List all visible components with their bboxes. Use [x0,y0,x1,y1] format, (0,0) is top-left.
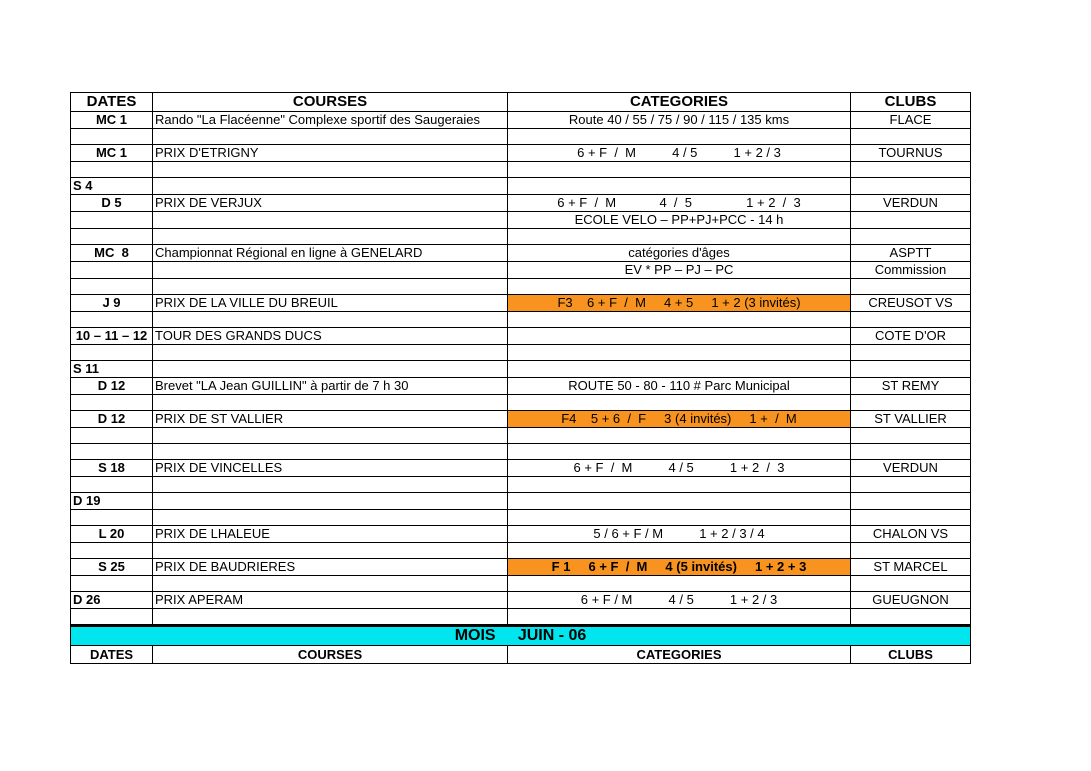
row-category: 6 + F / M 4 / 5 1 + 2 / 3 [508,592,851,609]
row-course [153,543,508,559]
row-course: PRIX DE ST VALLIER [153,411,508,428]
row-category [508,576,851,592]
row-course: PRIX DE VERJUX [153,195,508,212]
row-date: MC 1 [71,145,153,162]
row-club [851,229,971,245]
footer-courses: COURSES [153,646,508,664]
row-category [508,345,851,361]
row-category [508,178,851,195]
row-club [851,178,971,195]
row-course: PRIX DE VINCELLES [153,460,508,477]
row-category [508,395,851,411]
table-row [71,112,971,129]
row-date [71,345,153,361]
row-course: PRIX APERAM [153,592,508,609]
row-category [508,510,851,526]
row-date [71,576,153,592]
table-row [71,510,971,526]
row-club: VERDUN [851,460,971,477]
table-row [71,345,971,361]
row-category [508,162,851,178]
row-date [71,162,153,178]
row-club [851,279,971,295]
table-row [71,609,971,626]
row-category: F 1 6 + F / M 4 (5 invités) 1 + 2 + 3 [508,559,851,576]
row-club: Commission [851,262,971,279]
row-club [851,129,971,145]
row-club [851,609,971,626]
row-course: PRIX DE BAUDRIERES [153,559,508,576]
row-club [851,312,971,328]
row-club: TOURNUS [851,145,971,162]
row-date [71,510,153,526]
table-row [71,129,971,145]
row-category [508,493,851,510]
row-date: MC 1 [71,112,153,129]
row-club [851,361,971,378]
table-row [71,543,971,559]
header-courses: COURSES [153,93,508,112]
table-row [71,162,971,178]
row-course: TOUR DES GRANDS DUCS [153,328,508,345]
row-category [508,312,851,328]
table-row [71,493,971,510]
row-course [153,428,508,444]
row-course: PRIX DE LA VILLE DU BREUIL [153,295,508,312]
row-category [508,543,851,559]
row-category [508,444,851,460]
row-date: D 5 [71,195,153,212]
table-row [71,559,971,576]
table-row [71,592,971,609]
row-club: GUEUGNON [851,592,971,609]
row-course [153,129,508,145]
row-date: S 25 [71,559,153,576]
row-course [153,212,508,229]
footer-clubs: CLUBS [851,646,971,664]
row-date [71,129,153,145]
row-club [851,543,971,559]
header-clubs: CLUBS [851,93,971,112]
table-row [71,312,971,328]
row-date: S 18 [71,460,153,477]
row-club [851,345,971,361]
header-categories: CATEGORIES [508,93,851,112]
row-category: ROUTE 50 - 80 - 110 # Parc Municipal [508,378,851,395]
row-date: D 12 [71,378,153,395]
row-club: COTE D'OR [851,328,971,345]
table-row [71,576,971,592]
race-rows [71,112,971,626]
table-row [71,460,971,477]
row-category: 6 + F / M 4 / 5 1 + 2 / 3 [508,460,851,477]
row-category [508,229,851,245]
table-row [71,477,971,493]
row-date: 10 – 11 – 12 [71,328,153,345]
row-course [153,178,508,195]
row-date: S 4 [71,178,153,195]
row-course [153,510,508,526]
row-club: ASPTT [851,245,971,262]
row-club: CREUSOT VS [851,295,971,312]
row-date: D 12 [71,411,153,428]
row-club [851,444,971,460]
row-club [851,212,971,229]
row-course [153,477,508,493]
row-date [71,428,153,444]
row-date [71,312,153,328]
row-date: D 26 [71,592,153,609]
row-category [508,279,851,295]
row-club [851,162,971,178]
row-date [71,444,153,460]
row-club: ST MARCEL [851,559,971,576]
row-category [508,129,851,145]
row-course [153,262,508,279]
table-row [71,262,971,279]
row-club: ST VALLIER [851,411,971,428]
row-club: FLACE [851,112,971,129]
header-row [71,93,971,112]
row-category: ECOLE VELO – PP+PJ+PCC - 14 h [508,212,851,229]
row-date: L 20 [71,526,153,543]
footer-categories: CATEGORIES [508,646,851,664]
row-course: Championnat Régional en ligne à GENELARD [153,245,508,262]
footer-dates: DATES [71,646,153,664]
row-date [71,609,153,626]
row-category: 6 + F / M 4 / 5 1 + 2 / 3 [508,145,851,162]
table-row [71,395,971,411]
row-course [153,395,508,411]
footer-header-row [71,646,971,664]
row-course: Brevet "LA Jean GUILLIN" à partir de 7 h 30 [153,378,508,395]
row-course: PRIX DE LHALEUE [153,526,508,543]
row-date [71,262,153,279]
table-row [71,279,971,295]
row-club [851,493,971,510]
row-category [508,361,851,378]
row-course [153,279,508,295]
row-category: EV * PP – PJ – PC [508,262,851,279]
row-club [851,428,971,444]
row-date [71,477,153,493]
row-course [153,576,508,592]
table-row [71,178,971,195]
row-date: J 9 [71,295,153,312]
row-date [71,279,153,295]
row-club: VERDUN [851,195,971,212]
table-row [71,295,971,312]
row-course [153,444,508,460]
row-date: S 11 [71,361,153,378]
row-course: Rando "La Flacéenne" Complexe sportif des Saugeraies [153,112,508,129]
table-row [71,411,971,428]
month-banner: MOIS JUIN - 06 [71,626,971,646]
row-date [71,395,153,411]
row-course [153,229,508,245]
month-banner-row [71,626,971,646]
table-row [71,444,971,460]
table-row [71,378,971,395]
row-category: catégories d'âges [508,245,851,262]
table-row [71,428,971,444]
row-category [508,328,851,345]
row-course [153,493,508,510]
row-course [153,345,508,361]
row-course: PRIX D'ETRIGNY [153,145,508,162]
table-row [71,328,971,345]
row-category: F4 5 + 6 / F 3 (4 invités) 1 + / M [508,411,851,428]
table-row [71,526,971,543]
race-calendar-table [70,92,971,664]
row-category: 6 + F / M 4 / 5 1 + 2 / 3 [508,195,851,212]
table-row [71,361,971,378]
header-dates: DATES [71,93,153,112]
row-club: ST REMY [851,378,971,395]
row-club [851,395,971,411]
row-date [71,212,153,229]
table-row [71,195,971,212]
row-category [508,477,851,493]
table-row [71,245,971,262]
row-category [508,428,851,444]
row-date: D 19 [71,493,153,510]
row-date [71,543,153,559]
row-club [851,477,971,493]
row-category: F3 6 + F / M 4 + 5 1 + 2 (3 invités) [508,295,851,312]
row-club: CHALON VS [851,526,971,543]
row-course [153,361,508,378]
row-club [851,510,971,526]
row-course [153,312,508,328]
table-row [71,145,971,162]
row-date [71,229,153,245]
row-club [851,576,971,592]
row-category: 5 / 6 + F / M 1 + 2 / 3 / 4 [508,526,851,543]
row-course [153,609,508,626]
row-category: Route 40 / 55 / 75 / 90 / 115 / 135 kms [508,112,851,129]
row-date: MC 8 [71,245,153,262]
row-course [153,162,508,178]
table-row [71,212,971,229]
table-row [71,229,971,245]
row-category [508,609,851,626]
